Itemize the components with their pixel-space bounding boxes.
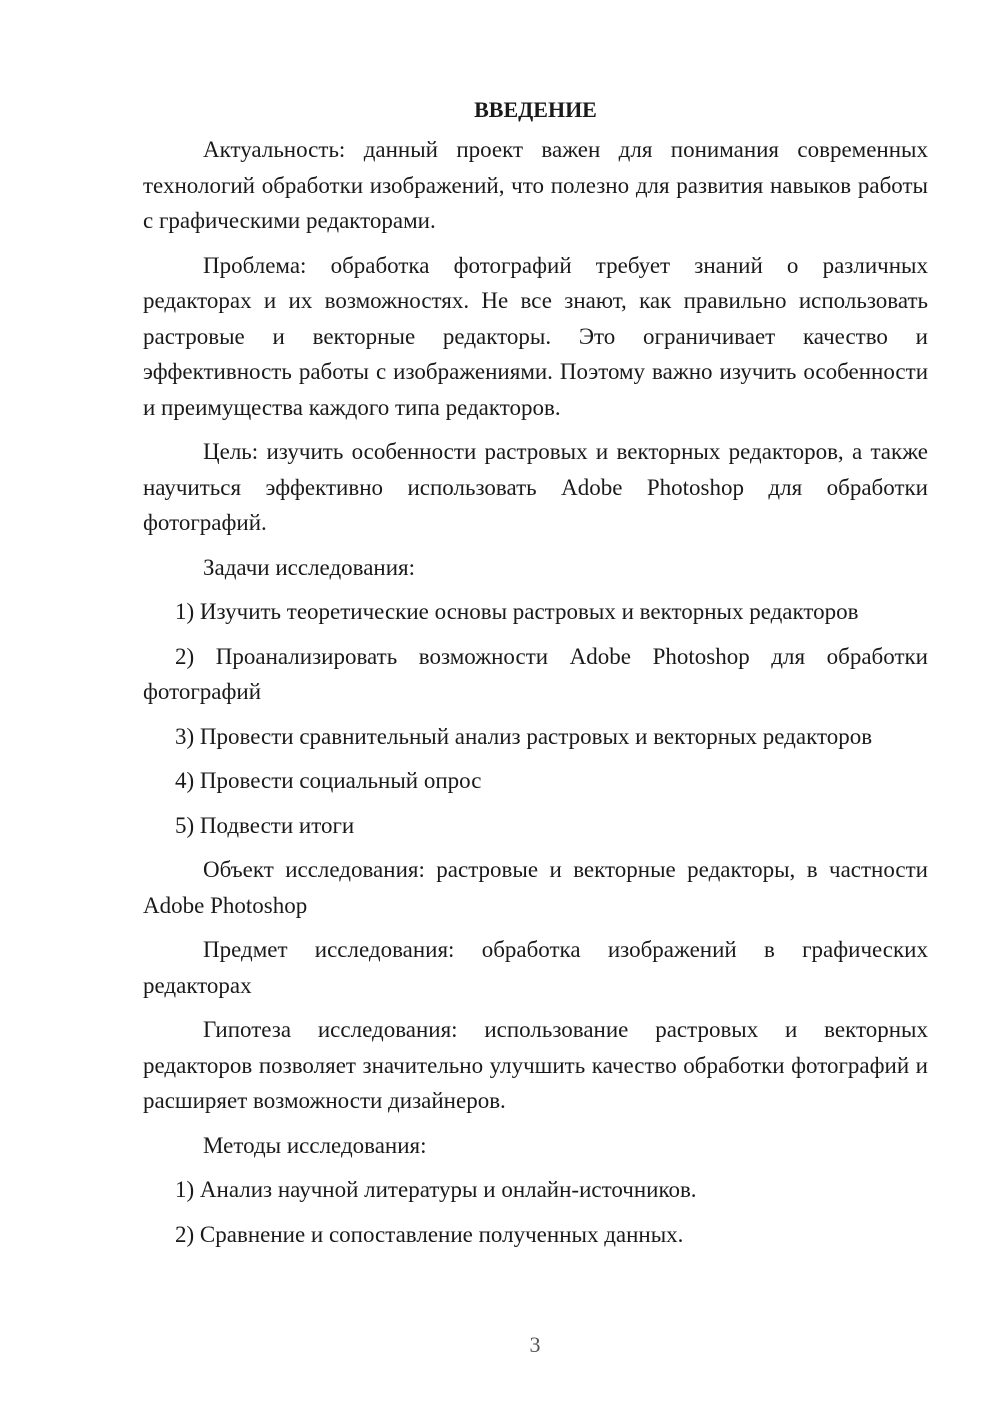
task-item-1: 1) Изучить теоретические основы растровых и векторных редакторов <box>175 599 859 624</box>
task-item-5: 5) Подвести итоги <box>175 812 355 838</box>
method-item-1: 1) Анализ научной литературы и онлайн-источников. <box>175 1177 697 1202</box>
subject-paragraph: Предмет исследования: обработка изображений в графических редакторах <box>143 937 928 998</box>
method-item-2: 2) Сравнение и сопоставление полученных данных. <box>175 1221 684 1247</box>
hypothesis-paragraph: Гипотеза исследования: использование растровых и векторных редакторов позволяет значительно улучшить качество обработки фотографий и расширяет возможности дизайнеров. <box>143 1017 928 1113</box>
object-paragraph: Объект исследования: растровые и векторные редакторы, в частности Adobe Photoshop <box>143 857 928 918</box>
task-item-2: 2) Проанализировать возможности Adobe Photoshop для обработки фотографий <box>143 643 928 704</box>
relevance-paragraph: Актуальность: данный проект важен для понимания современных технологий обработки изображений, что полезно для развития навыков работы с графическими редакторами. <box>143 137 928 233</box>
methods-title: Методы исследования: <box>203 1132 427 1158</box>
tasks-title: Задачи исследования: <box>203 554 416 580</box>
goal-paragraph: Цель: изучить особенности растровых и векторных редакторов, а также научиться эффективно использовать Adobe Photoshop для обработки фотографий. <box>143 439 928 535</box>
document-page <box>143 92 928 1261</box>
problem-paragraph: Проблема: обработка фотографий требует знаний о различных редакторах и их возможностях. Не все знают, как правильно использовать растровые и векторные редакторы. Это ограничивает качество и эффективность работы с изображениями. Поэтому важно изучить особенности и преимущества каждого типа редакторов. <box>143 252 928 420</box>
page-title: ВВЕДЕНИЕ <box>474 97 597 122</box>
page-number: 3 <box>529 1332 541 1357</box>
task-item-3: 3) Провести сравнительный анализ растровых и векторных редакторов <box>175 723 873 749</box>
task-item-4: 4) Провести социальный опрос <box>175 768 482 793</box>
